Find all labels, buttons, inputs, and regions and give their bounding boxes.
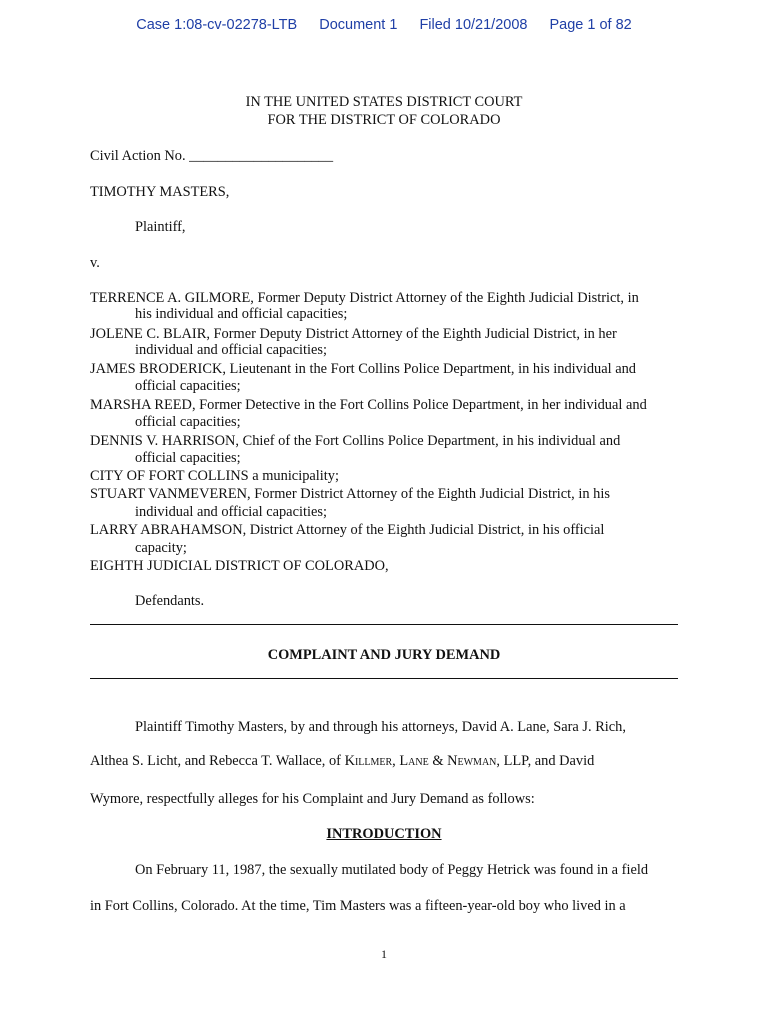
body-paragraph-line1: On February 11, 1987, the sexually mutilated body of Peggy Hetrick was found in a field: [135, 862, 649, 878]
defendant-line-cont: capacity;: [135, 540, 187, 556]
intro-paragraph-text: , LLP, and David: [496, 753, 595, 769]
defendant-line: DENNIS V. HARRISON, Chief of the Fort Collins Police Department, in his individual and: [90, 433, 621, 449]
intro-paragraph-text: Althea S. Licht, and Rebecca T. Wallace, of: [90, 753, 345, 769]
defendant-line: JOLENE C. BLAIR, Former Deputy District Attorney of the Eighth Judicial District, in her: [90, 326, 617, 342]
defendants-role: Defendants.: [135, 593, 205, 609]
defendant-line-cont: his individual and official capacities;: [135, 306, 348, 322]
ecf-header: [0, 17, 768, 33]
defendant-line-cont: official capacities;: [135, 378, 241, 394]
horizontal-rule: [90, 624, 678, 625]
plaintiff-role: Plaintiff,: [135, 219, 186, 235]
intro-paragraph-line1: Plaintiff Timothy Masters, by and through his attorneys, David A. Lane, Sara J. Rich,: [135, 719, 626, 735]
body-paragraph-line2: in Fort Collins, Colorado. At the time, Tim Masters was a fifteen-year-old boy who lived in a: [90, 898, 626, 914]
defendant-line: LARRY ABRAHAMSON, District Attorney of the Eighth Judicial District, in his official: [90, 522, 605, 538]
case-number: Case 1:08-cv-02278-LTB: [136, 17, 298, 33]
defendant-line: EIGHTH JUDICIAL DISTRICT OF COLORADO,: [90, 558, 389, 574]
filed-date: Filed 10/21/2008: [419, 17, 528, 33]
defendant-line: CITY OF FORT COLLINS a municipality;: [90, 468, 339, 484]
intro-paragraph-line2: [90, 752, 594, 770]
complaint-title: COMPLAINT AND JURY DEMAND: [267, 647, 501, 663]
intro-paragraph-line3: Wymore, respectfully alleges for his Complaint and Jury Demand as follows:: [90, 791, 535, 807]
defendant-line: JAMES BRODERICK, Lieutenant in the Fort Collins Police Department, in his individual and: [90, 361, 637, 377]
law-firm-name: Killmer, Lane & Newman: [344, 753, 497, 769]
defendant-line: STUART VANMEVEREN, Former District Attorney of the Eighth Judicial District, in his: [90, 486, 610, 502]
plaintiff-name: TIMOTHY MASTERS,: [90, 184, 230, 200]
defendant-line-cont: individual and official capacities;: [135, 504, 327, 520]
page-number: 1: [381, 947, 387, 961]
document-number: Document 1: [319, 17, 398, 33]
defendant-line: TERRENCE A. GILMORE, Former Deputy District Attorney of the Eighth Judicial District, in: [90, 290, 639, 306]
defendant-line: MARSHA REED, Former Detective in the Fort Collins Police Department, in her individual and: [90, 397, 647, 413]
horizontal-rule: [90, 678, 678, 679]
civil-action-number: Civil Action No. ____________________: [90, 148, 334, 164]
court-name-line2: FOR THE DISTRICT OF COLORADO: [267, 112, 501, 128]
defendant-line-cont: official capacities;: [135, 450, 241, 466]
page-indicator: Page 1 of 82: [549, 17, 632, 33]
court-name-line1: IN THE UNITED STATES DISTRICT COURT: [245, 94, 523, 110]
defendant-line-cont: official capacities;: [135, 414, 241, 430]
introduction-heading: INTRODUCTION: [326, 826, 442, 842]
defendant-line-cont: individual and official capacities;: [135, 342, 327, 358]
versus: v.: [90, 255, 100, 271]
